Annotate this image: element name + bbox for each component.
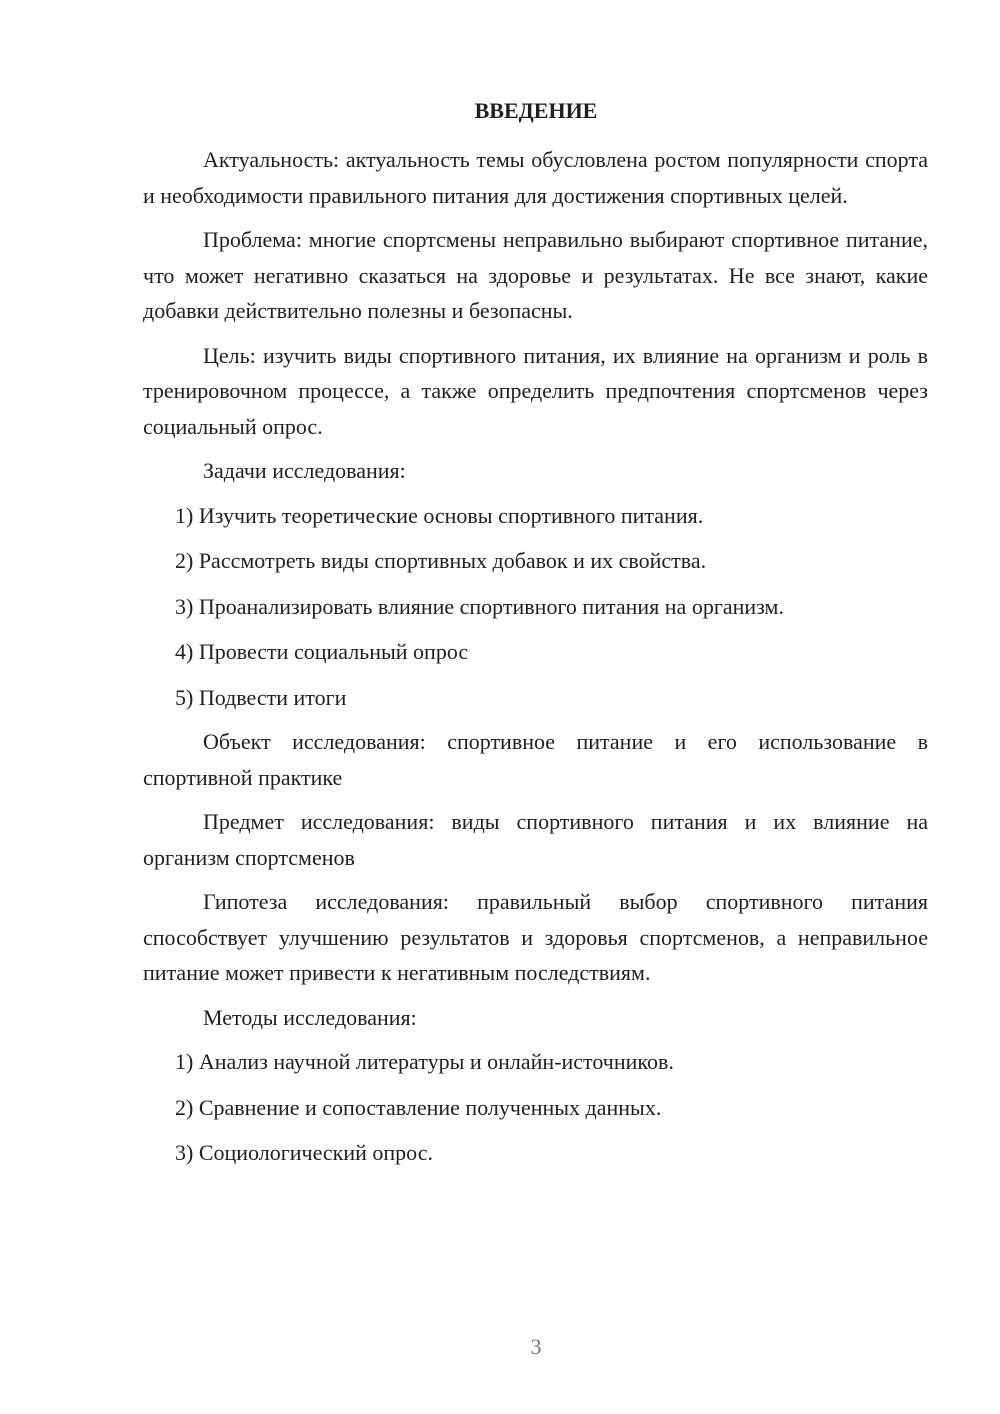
list-item: 2) Рассмотреть виды спортивных добавок и их свойства.: [175, 548, 707, 573]
tasks-list: [143, 498, 928, 716]
list-item: 1) Анализ научной литературы и онлайн-источников.: [175, 1049, 674, 1074]
goal-paragraph: Цель: изучить виды спортивного питания, их влияние на организм и роль в тренировочном процессе, а также определить предпочтения спортсменов через социальный опрос.: [143, 342, 928, 439]
methods-heading: Методы исследования:: [203, 1004, 417, 1030]
document-body: [143, 142, 928, 1180]
list-item: 2) Сравнение и сопоставление полученных данных.: [175, 1094, 662, 1120]
object-paragraph: Объект исследования: спортивное питание и его использование в спортивной практике: [143, 729, 928, 790]
hypothesis-paragraph: Гипотеза исследования: правильный выбор спортивного питания способствует улучшению результатов и здоровья спортсменов, а неправильное питание может привести к негативным последствиям.: [143, 889, 928, 985]
problem-paragraph: Проблема: многие спортсмены неправильно выбирают спортивное питание, что может негативно сказаться на здоровье и результатах. Не все знают, какие добавки действительно полезны и безопасны.: [143, 227, 928, 323]
subject-paragraph: Предмет исследования: виды спортивного питания и их влияние на организм спортсменов: [143, 809, 928, 870]
tasks-heading: Задачи исследования:: [203, 458, 406, 483]
list-item: 4) Провести социальный опрос: [175, 639, 469, 664]
list-item: 3) Проанализировать влияние спортивного питания на организм.: [175, 593, 784, 619]
list-item: 1) Изучить теоретические основы спортивного питания.: [175, 502, 704, 528]
relevance-paragraph: Актуальность: актуальность темы обусловлена ростом популярности спорта и необходимости правильного питания для достижения спортивных целей.: [143, 147, 928, 208]
list-item: 3) Социологический опрос.: [175, 1140, 433, 1165]
list-item: 5) Подвести итоги: [175, 684, 347, 710]
page-title: ВВЕДЕНИЕ: [474, 98, 598, 123]
methods-list: [143, 1044, 928, 1171]
page-number: 3: [530, 1334, 542, 1359]
